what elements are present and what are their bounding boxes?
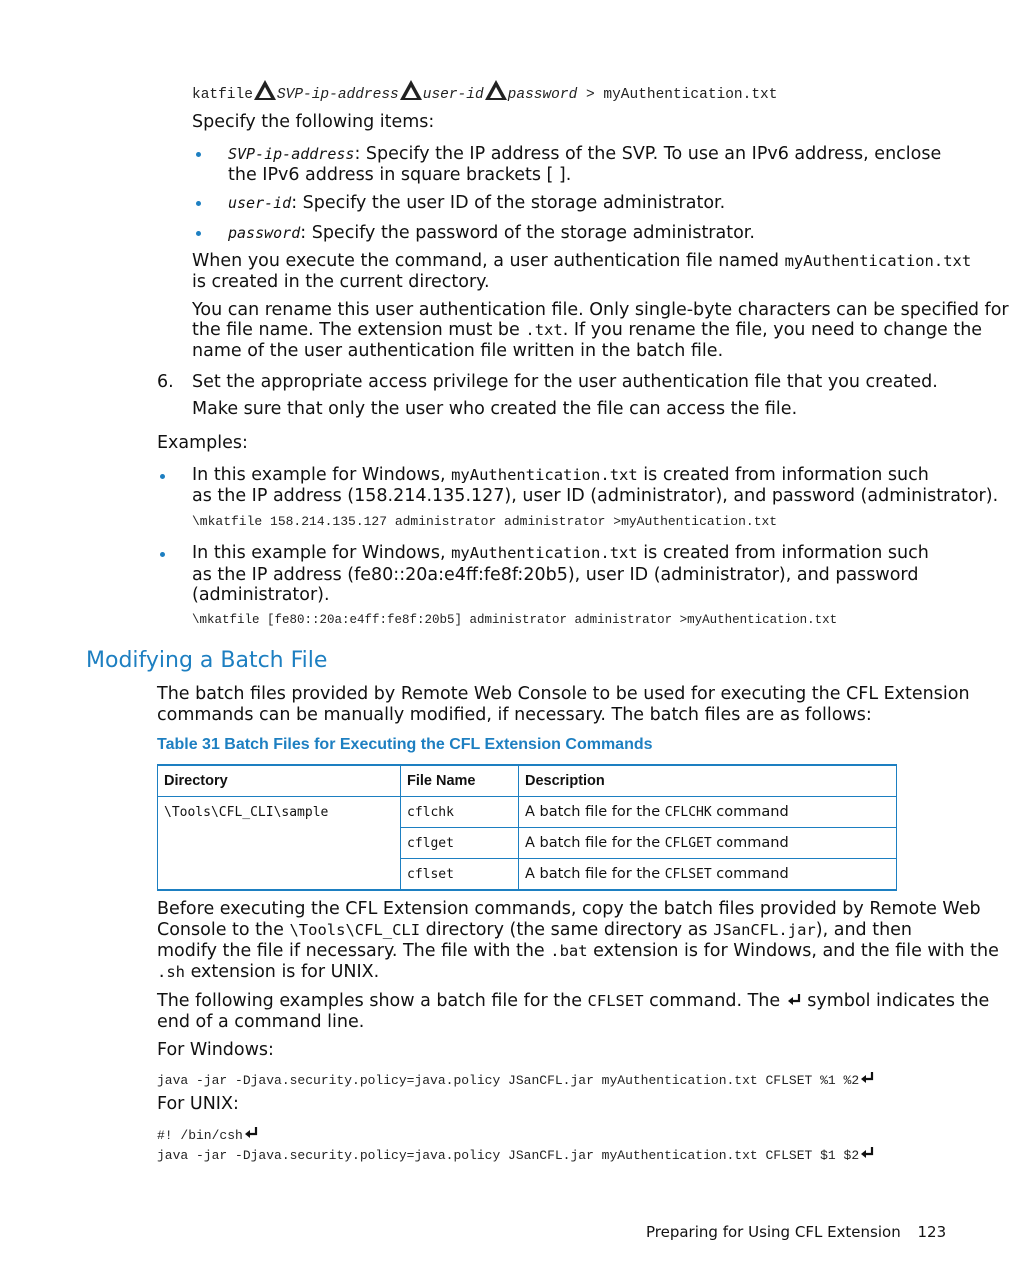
table-row	[158, 828, 897, 859]
example2-line1: In this example for Windows, myAuthentication.txt is created from information such	[192, 543, 929, 563]
windows-command: java -jar -Djava.security.policy=java.policy JSanCFL.jar myAuthentication.txt CFLSET %1 %2	[157, 1071, 875, 1088]
footer-text: Preparing for Using CFL Extension	[646, 1223, 901, 1241]
delta-space-icon	[254, 80, 276, 100]
unix-command-line1: #! /bin/csh	[157, 1126, 259, 1143]
delta-space-icon	[485, 80, 507, 100]
following-line2: end of a command line.	[157, 1012, 365, 1032]
for-unix-label: For UNIX:	[157, 1094, 239, 1114]
table-row	[158, 797, 897, 828]
intro-line2: commands can be manually modified, if necessary. The batch files are as follows:	[157, 705, 872, 725]
rename-line1: You can rename this user authentication file. Only single-byte characters can be specified for	[192, 300, 1009, 320]
example1-line1: In this example for Windows, myAuthentication.txt is created from information such	[192, 465, 929, 485]
table-caption: Table 31 Batch Files for Executing the CFL Extension Commands	[157, 736, 653, 753]
for-windows-label: For Windows:	[157, 1040, 274, 1060]
table-row	[158, 859, 897, 891]
intro-line1: The batch files provided by Remote Web Console to be used for executing the CFL Extension	[157, 684, 970, 704]
bullet-icon	[196, 231, 201, 236]
item-user: user-id: Specify the user ID of the storage administrator.	[228, 193, 726, 213]
rename-line3: name of the user authentication file written in the batch file.	[192, 341, 724, 361]
file-name-cell: cflget	[401, 828, 519, 859]
file-name-cell: cflchk	[401, 797, 519, 828]
when-exec-line1: When you execute the command, a user authentication file named myAuthentication.txt	[192, 251, 972, 271]
column-header: Description	[519, 765, 897, 797]
return-symbol-icon	[860, 1071, 875, 1085]
following-line1: The following examples show a batch file for the CFLSET command. The symbol indicates the	[157, 991, 990, 1011]
table-header-row	[158, 765, 897, 797]
page-footer	[646, 1223, 946, 1241]
bullet-icon	[196, 152, 201, 157]
specify-intro: Specify the following items:	[192, 112, 435, 132]
katfile-command: katfile SVP-ip-address user-id password > myAuthentication.txt	[192, 80, 777, 103]
example1-line2: as the IP address (158.214.135.127), user ID (administrator), and password (administrator).	[192, 486, 999, 506]
before-line4: .sh extension is for UNIX.	[157, 962, 380, 982]
section-title: Modifying a Batch File	[86, 648, 328, 673]
bullet-icon	[160, 552, 165, 557]
step6-text: Set the appropriate access privilege for the user authentication file that you created.	[192, 372, 938, 392]
unix-command-line2: java -jar -Djava.security.policy=java.policy JSanCFL.jar myAuthentication.txt CFLSET $1 $2	[157, 1146, 875, 1163]
step-number: 6.	[157, 372, 174, 392]
rename-line2: the file name. The extension must be .txt. If you rename the file, you need to change the	[192, 320, 983, 340]
description-cell: A batch file for the CFLCHK command	[519, 797, 897, 828]
bullet-icon	[196, 201, 201, 206]
bullet-icon	[160, 474, 165, 479]
directory-cell	[158, 859, 401, 891]
return-symbol-icon	[244, 1126, 259, 1140]
example2-command: \mkatfile [fe80::20a:e4ff:fe8f:20b5] administrator administrator >myAuthentication.txt	[192, 613, 838, 627]
description-cell: A batch file for the CFLGET command	[519, 828, 897, 859]
column-header: Directory	[158, 765, 401, 797]
item-password: password: Specify the password of the storage administrator.	[228, 223, 755, 243]
return-symbol-icon	[787, 993, 802, 1007]
description-cell: A batch file for the CFLSET command	[519, 859, 897, 891]
directory-cell	[158, 828, 401, 859]
batch-files-table	[157, 764, 897, 891]
examples-label: Examples:	[157, 433, 248, 453]
example2-line2: as the IP address (fe80::20a:e4ff:fe8f:20b5), user ID (administrator), and password	[192, 565, 919, 585]
before-line3: modify the file if necessary. The file with the .bat extension is for Windows, and the file with the	[157, 941, 999, 961]
example2-line3: (administrator).	[192, 585, 330, 605]
example1-command: \mkatfile 158.214.135.127 administrator administrator >myAuthentication.txt	[192, 514, 778, 529]
column-header: File Name	[401, 765, 519, 797]
directory-cell: \Tools\CFL_CLI\sample	[158, 797, 401, 828]
before-line1: Before executing the CFL Extension commands, copy the batch files provided by Remote Web	[157, 899, 981, 919]
when-exec-line2: is created in the current directory.	[192, 272, 490, 292]
before-line2: Console to the \Tools\CFL_CLI directory (the same directory as JSanCFL.jar), and then	[157, 920, 913, 940]
delta-space-icon	[400, 80, 422, 100]
item-svp-cont: the IPv6 address in square brackets [ ].	[228, 165, 572, 185]
step6-sub: Make sure that only the user who created the file can access the file.	[192, 399, 798, 419]
return-symbol-icon	[860, 1146, 875, 1160]
page-number: 123	[917, 1223, 947, 1241]
item-svp: SVP-ip-address: Specify the IP address of the SVP. To use an IPv6 address, enclose	[228, 144, 942, 164]
file-name-cell: cflset	[401, 859, 519, 891]
